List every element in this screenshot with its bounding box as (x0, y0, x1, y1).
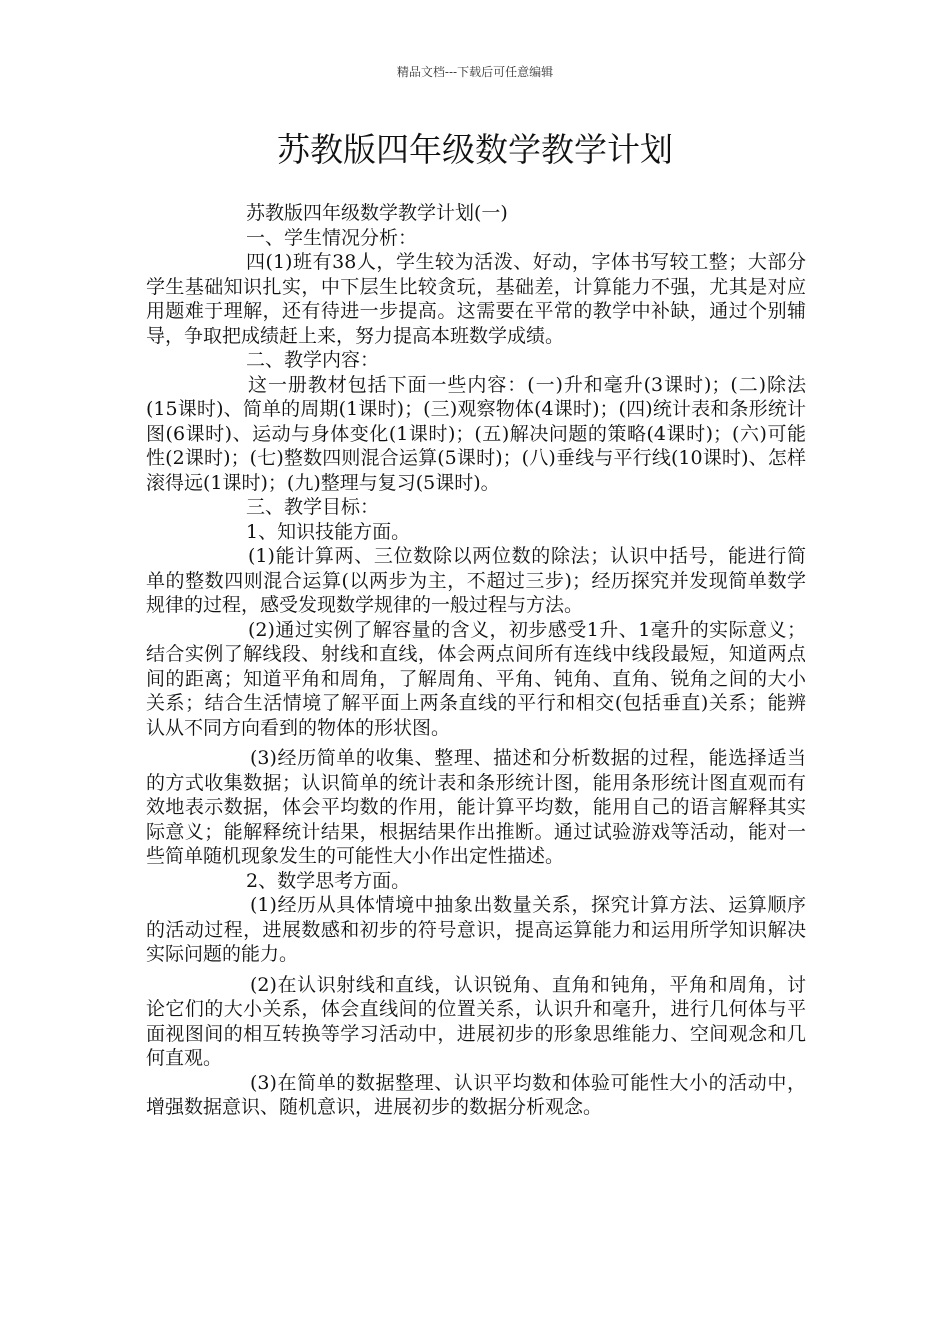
paragraph-goal-1-1: (1)能计算两、三位数除以两位数的除法；认识中括号，能进行简单的整数四则混合运算(以两步为主，不超过三步)；经历探究并发现简单数学规律的过程，感受发现数学规律的一般过程与方法。 (146, 545, 806, 616)
section-heading-teaching-content: 二、教学内容： (246, 349, 380, 371)
paragraph-goal-2-1: (1)经历从具体情境中抽象出数量关系，探究计算方法、运算顺序的活动过程，进展数感和初步的符号意识，提高运算能力和运用所学知识解决实际问题的能力。 (146, 894, 806, 965)
paragraph-goal-1-3: (3)经历简单的收集、整理、描述和分析数据的过程，能选择适当的方式收集数据；认识简单的统计表和条形统计图，能用条形统计图直观而有效地表示数据，体会平均数的作用，能计算平均数，能用自己的语言解释其实际意义；能解释统计结果，根据结果作出推断。通过试验游戏等活动，能对一些简单随机现象发生的可能性大小作出定性描述。 (146, 747, 806, 867)
page-header: 精品文档---下载后可任意编辑 (396, 65, 554, 79)
paragraph-goal-2-3: (3)在简单的数据整理、认识平均数和体验可能性大小的活动中，增强数据意识、随机意识，进展初步的数据分析观念。 (146, 1071, 806, 1118)
document-body (146, 201, 806, 1120)
subtitle-paragraph: 苏教版四年级数学教学计划(一) (246, 202, 508, 224)
subheading-math-thinking: 2、数学思考方面。 (246, 869, 411, 892)
paragraph-goal-2-2: (2)在认识射线和直线，认识锐角、直角和钝角，平角和周角，讨论它们的大小关系，体会直线间的位置关系，认识升和毫升，进行几何体与平面视图间的相互转换等学习活动中，进展初步的形象思维能力、空间观念和几何直观。 (146, 973, 806, 1069)
paragraph-teaching-content: 这一册教材包括下面一些内容：(一)升和毫升(3课时)；(二)除法(15课时)、简单的周期(1课时)；(三)观察物体(4课时)；(四)统计表和条形统计图(6课时)、运动与身体变化(1课时)；(五)解决问题的策略(4课时)；(六)可能性(2课时)；(七)整数四则混合运算(5课时)；(八)垂线与平行线(10课时)、怎样滚得远(1课时)；(九)整理与复习(5课时)。 (146, 373, 806, 494)
document-title: 苏教版四年级数学教学计划 (277, 130, 673, 169)
paragraph-student-analysis: 四(1)班有38人，学生较为活泼、好动，字体书写较工整；大部分学生基础知识扎实，中下层生比较贪玩，基础差，计算能力不强，尤其是对应用题难于理解，还有待进一步提高。这需要在平常的教学中补缺，通过个别辅导，争取把成绩赶上来，努力提高本班数学成绩。 (146, 251, 806, 347)
section-heading-teaching-goals: 三、教学目标： (246, 496, 380, 518)
section-heading-student-analysis: 一、学生情况分析： (246, 226, 418, 249)
subheading-knowledge-skills: 1、知识技能方面。 (246, 520, 411, 543)
paragraph-goal-1-2: (2)通过实例了解容量的含义，初步感受1升、1毫升的实际意义；结合实例了解线段、射线和直线，体会两点间所有连线中线段最短，知道两点间的距离；知道平角和周角，了解周角、平角、钝角、直角、锐角之间的大小关系；结合生活情境了解平面上两条直线的平行和相交(包括垂直)关系；能辨认从不同方向看到的物体的形状图。 (146, 618, 806, 739)
